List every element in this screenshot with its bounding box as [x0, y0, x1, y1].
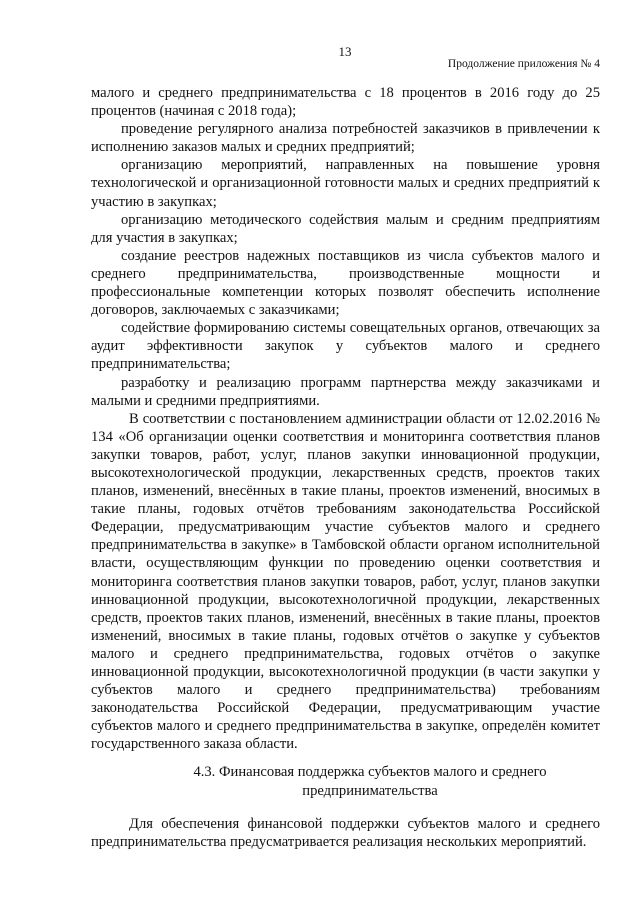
paragraph-target-share: малого и среднего предпринимательства с 18 процентов в 2016 году до 25 процентов (начиная с 2018 года); [91, 85, 600, 120]
paragraph-resolution-134: В соответствии с постановлением администрации области от 12.02.2016 № 134 «Об организации оценки соответствия и мониторинга соответствия планов закупки товаров, работ, услуг, планов закупки инновационной продукции, высокотехнологической продукции, лекарственных средств, проектов таких планов, изменений, внесённых в такие планы, проектов изменений, вносимых в такие планы, годовых отчётов требованиям законодательства Российской Федерации, предусматривающим участие субъектов малого и среднего предпринимательства в закупке» в Тамбовской области органом исполнительной власти, осуществляющим функции по проведению оценки соответствия и мониторинга соответствия планов закупки товаров, работ, услуг, планов закупки инновационной продукции, высокотехнологичной продукции, лекарственных средств, проектов таких планов, изменений, внесённых в такие планы, проектов изменений, вносимых в такие планы, годовых отчётов о закупке у субъектов малого и среднего предпринимательства, годовых отчётов о закупке инновационной продукции, высокотехнологичной продукции (в части закупки у субъектов малого и среднего предпринимательства) требованиям законодательства Российской Федерации, предусматривающим участие субъектов малого и среднего предпринимательства в закупке, определён комитет государственного заказа области. [91, 410, 600, 753]
page-number: 13 [338, 44, 352, 59]
paragraph-needs-analysis: проведение регулярного анализа потребностей заказчиков в привлечении к исполнению заказов малых и средних предприятий; [91, 121, 600, 156]
paragraph-methodical-support: организацию методического содействия малым и средним предприятиям для участия в закупках; [91, 211, 600, 246]
paragraph-financial-support: Для обеспечения финансовой поддержки субъектов малого и среднего предпринимательства предусматривается реализация нескольких мероприятий. [91, 816, 600, 851]
document-body [91, 84, 600, 753]
appendix-continuation-note: Продолжение приложения № 4 [447, 58, 600, 70]
section-intro [91, 815, 600, 852]
section-heading: 4.3. Финансовая поддержка субъектов малого и среднего предпринимательства [193, 764, 547, 799]
paragraph-readiness-events: организацию мероприятий, направленных на повышение уровня технологической и организационной готовности малых и средних предприятий к участию в закупках; [91, 157, 600, 210]
paragraph-advisory-bodies: содействие формированию системы совещательных органов, отвечающих за аудит эффективности закупок у субъектов малого и среднего предпринимательства; [91, 320, 600, 373]
paragraph-partnership-programs: разработку и реализацию программ партнерства между заказчиками и малыми и средними предприятиями. [91, 374, 600, 409]
paragraph-supplier-registries: создание реестров надежных поставщиков из числа субъектов малого и среднего предпринимательства, производственные мощности и профессиональные компетенции которых позволят обеспечить исполнение договоров, заключаемых с заказчиками; [91, 247, 600, 319]
